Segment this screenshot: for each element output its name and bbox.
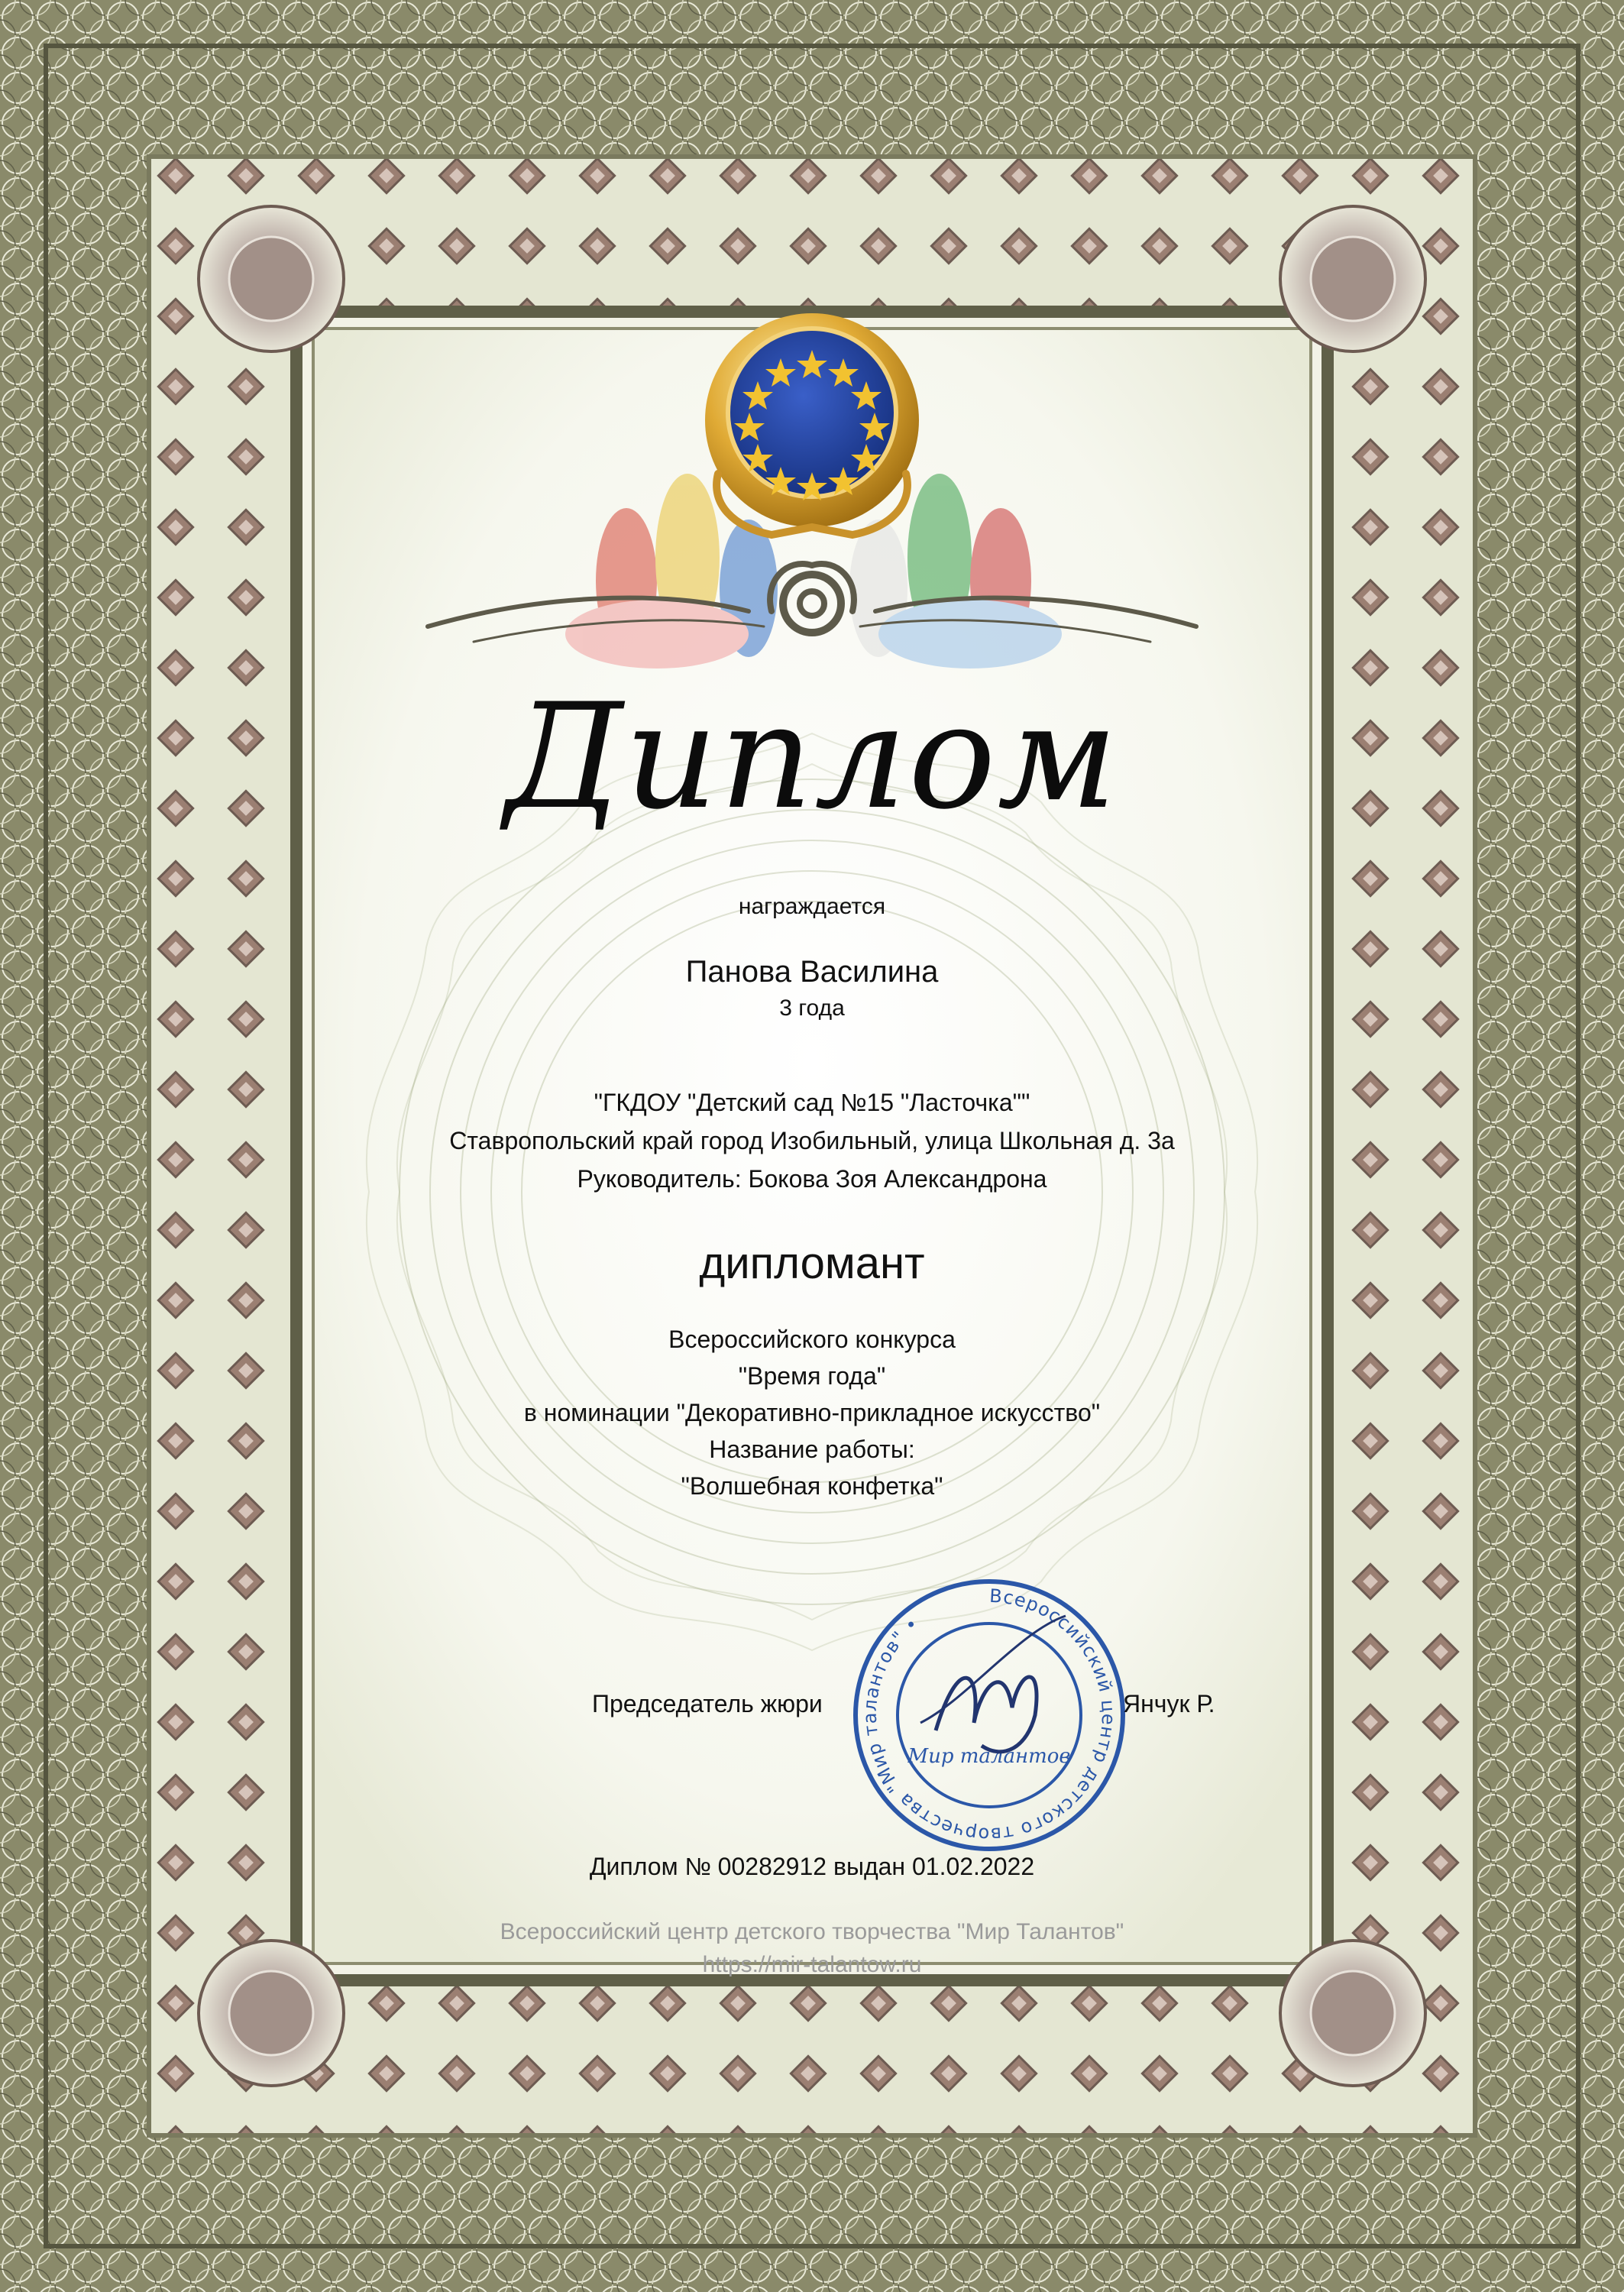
work-title-label: Название работы: (709, 1436, 915, 1463)
contest-name: "Время года" (738, 1362, 886, 1390)
nomination: в номинации "Декоративно-прикладное искусство" (523, 1399, 1101, 1426)
footer-organization: Всероссийский центр детского творчества "Мир Талантов" (500, 1919, 1124, 1944)
diploma-number: Диплом № 00282912 выдан 01.02.2022 (589, 1853, 1035, 1880)
institution-name: "ГКДОУ "Детский сад №15 "Ласточка"" (594, 1089, 1030, 1116)
jury-chair-name: Янчук Р. (1123, 1690, 1215, 1717)
awarded-label: награждается (738, 894, 886, 919)
svg-text:Всероссийский центр детского т: Всероссийский центр детского творчества "Мир талантов" • (859, 1585, 1120, 1846)
recipient-age: 3 года (779, 995, 845, 1021)
diploma-title: Диплом (504, 672, 1120, 841)
recipient-name: Панова Василина (685, 955, 939, 989)
footer-url[interactable]: https://mir-talantow.ru (702, 1952, 922, 1977)
svg-text:Мир талантов: Мир талантов (907, 1745, 1071, 1768)
institution-address: Ставропольский край город Изобильный, улица Школьная д. 3а (449, 1127, 1175, 1154)
jury-chair-label: Председатель жюри (592, 1690, 823, 1717)
rosette-icon (199, 206, 344, 351)
award-status: дипломант (699, 1238, 925, 1288)
work-title: "Волшебная конфетка" (681, 1472, 943, 1500)
supervisor-name: Руководитель: Бокова Зоя Александрона (577, 1165, 1047, 1193)
rosette-icon (1280, 206, 1425, 351)
contest-line: Всероссийского конкурса (668, 1326, 956, 1353)
